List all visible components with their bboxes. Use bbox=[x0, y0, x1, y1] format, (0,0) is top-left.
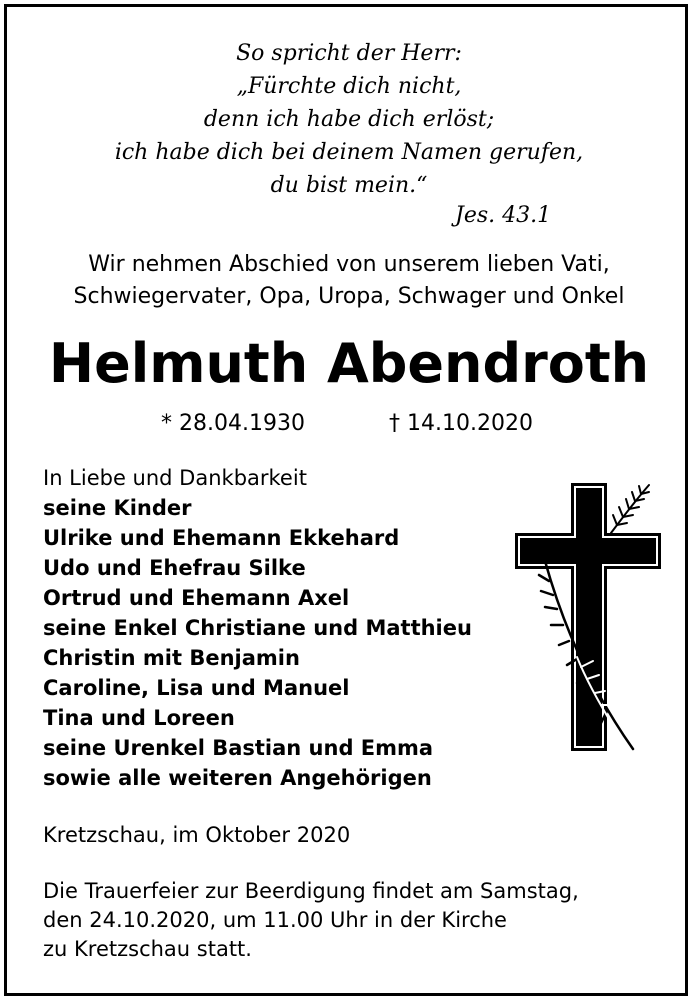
mourner-line: Caroline, Lisa und Manuel bbox=[43, 676, 350, 700]
mourner-line: Ulrike und Ehemann Ekkehard bbox=[43, 526, 400, 550]
obituary-frame bbox=[4, 4, 688, 996]
mourners-heading: In Liebe und Dankbarkeit bbox=[43, 466, 307, 490]
deceased-name: Helmuth Abendroth bbox=[48, 332, 650, 395]
notice-line: den 24.10.2020, um 11.00 Uhr in der Kirche bbox=[43, 908, 507, 932]
mourners-list bbox=[43, 463, 472, 793]
funeral-notice bbox=[43, 877, 579, 964]
mourner-line: sowie alle weiteren Angehörigen bbox=[43, 766, 432, 790]
mourner-line: Udo und Ehefrau Silke bbox=[43, 556, 306, 580]
mourner-line: seine Urenkel Bastian und Emma bbox=[43, 736, 434, 760]
mourner-line: Christin mit Benjamin bbox=[43, 646, 300, 670]
verse-line: „Fürchte dich nicht, bbox=[236, 74, 462, 99]
verse-line: denn ich habe dich erlöst; bbox=[203, 107, 495, 132]
mourner-line: seine Enkel Christiane und Matthieu bbox=[43, 616, 472, 640]
notice-line: zu Kretzschau statt. bbox=[43, 937, 252, 961]
intro-line: Schwiegervater, Opa, Uropa, Schwager und Onkel bbox=[73, 284, 625, 309]
death-date: † 14.10.2020 bbox=[389, 411, 533, 436]
place-and-date: Kretzschau, im Oktober 2020 bbox=[43, 823, 351, 847]
verse-line: So spricht der Herr: bbox=[236, 41, 462, 66]
verse-line: ich habe dich bei deinem Namen gerufen, bbox=[114, 140, 584, 165]
intro-line: Wir nehmen Abschied von unserem lieben Vati, bbox=[88, 252, 610, 277]
verse-reference: Jes. 43.1 bbox=[455, 203, 552, 228]
verse-line: du bist mein.“ bbox=[270, 173, 428, 198]
mourner-line: Tina und Loreen bbox=[43, 706, 235, 730]
birth-date: * 28.04.1930 bbox=[161, 411, 305, 436]
mourner-line: seine Kinder bbox=[43, 496, 192, 520]
farewell-intro bbox=[7, 249, 691, 313]
notice-line: Die Trauerfeier zur Beerdigung findet am Samstag, bbox=[43, 879, 579, 903]
mourner-line: Ortrud und Ehemann Axel bbox=[43, 586, 350, 610]
cross-with-palm-branch-icon bbox=[515, 481, 665, 757]
bible-verse bbox=[7, 37, 691, 202]
